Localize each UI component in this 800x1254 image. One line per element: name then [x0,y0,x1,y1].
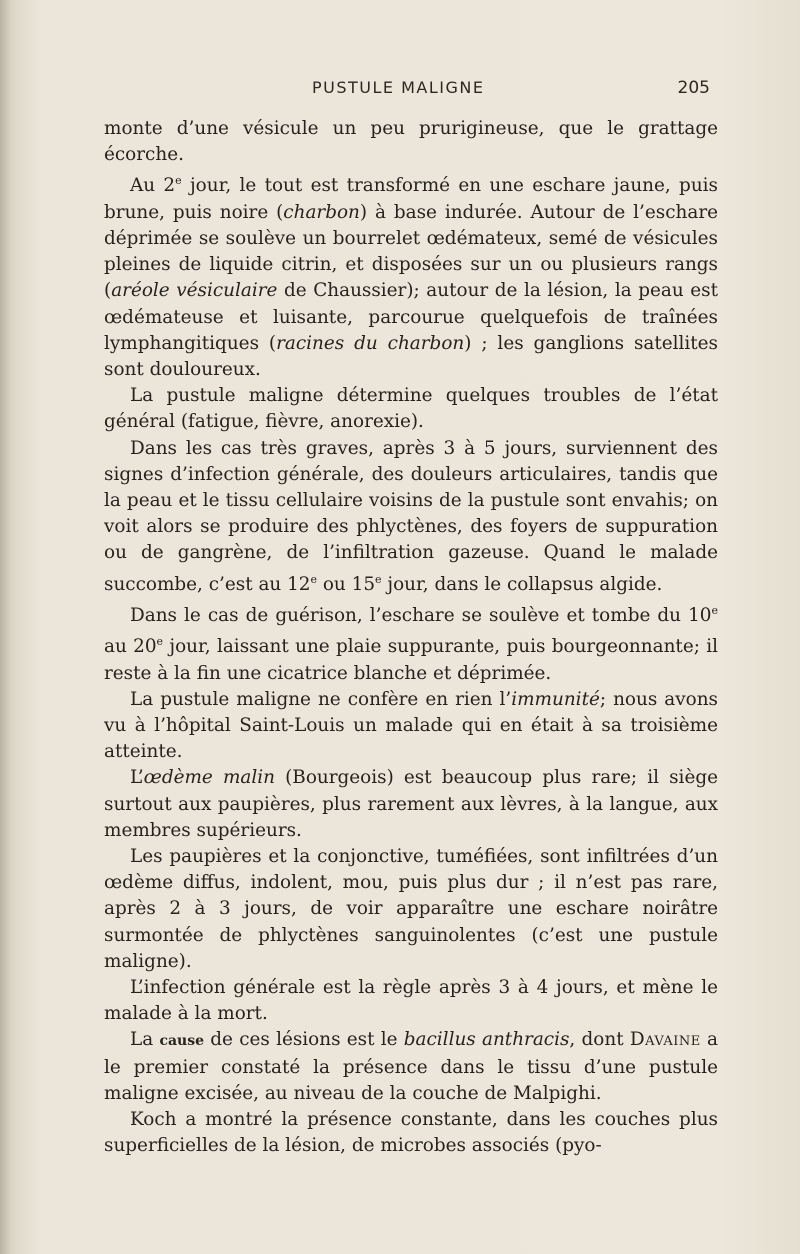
body-text [104,116,718,1159]
paragraph [104,116,718,168]
italic-term: œdème malin [143,767,275,789]
ordinal-superscript: e [310,572,318,586]
text-run: jour, dans le collapsus algide. [381,573,663,595]
paragraph [104,765,718,844]
text-run: ou 15 [317,573,376,595]
paragraph [104,436,718,598]
paragraph [104,1027,718,1107]
text-run: Dans le cas de guérison, l’eschare se soulève et tombe du 10 [130,605,712,627]
text-run: jour, laissant une plaie suppurante, puis bourgeonnante; il reste à la fin une cicatrice blanche et déprimée. [104,636,718,684]
italic-term: racines du charbon [276,332,465,354]
ordinal-superscript: e [711,603,718,617]
italic-term: immunité [511,688,600,710]
paragraph [104,383,718,435]
paragraph [104,975,718,1027]
running-title: PUSTULE MALIGNE [312,78,485,97]
page-header [100,78,710,106]
text-run: Dans les cas très graves, après 3 à 5 jours, surviennent des signes d’infection générale, des douleurs articulaires, tandis que la peau et le tissu cellulaire voisins de la pustule sont envahis; on voit alors se produire des phlyctènes, des foyers de suppuration ou de gangrène, de l’infiltration gazeuse. Quand le malade succombe, c’est au 12 [104,437,718,595]
paragraph [104,598,718,687]
paragraph [104,844,718,975]
italic-term: charbon [283,201,360,223]
text-run: , dont [569,1029,630,1051]
text-run: de Chaussier); autour de la lésion, la peau est œdémateuse et luisante, parcourue quelquefois de traînées lymphangitiques ( [104,280,719,354]
paragraph [104,687,718,766]
text-run: L’ [130,767,144,789]
text-run: Les paupières et la conjonctive, tuméfiées, sont infiltrées d’un œdème diffus, indolent, mou, puis plus dur ; il n’est pas rare, après 2 à 3 jours, de voir apparaître une eschare noirâtre surmontée de phlyctènes sanguinolentes (c’est une pustule maligne). [104,845,718,972]
bold-keyword: cause [159,1033,205,1050]
text-run: jour, le tout est transformé en une eschare jaune, puis brune, puis noire ( [104,175,718,223]
italic-term: bacillus anthracis [403,1029,570,1051]
text-run: La pustule maligne détermine quelques troubles de l’état général (fatigue, fièvre, anorexie). [104,385,718,433]
page-number: 205 [677,78,710,98]
paragraph [104,1107,718,1159]
text-run: ; nous avons vu à l’hôpital Saint-Louis un malade qui en était à sa troisième atteinte. [104,688,718,763]
text-run: ) à base indurée. Autour de l’eschare déprimée se soulève un bourrelet œdémateux, semé de vésicules pleines de liquide citrin, et disposées sur un ou plusieurs rangs ( [104,201,718,302]
text-run: au 20 [104,636,157,658]
text-run: a le premier constaté la présence dans le tissu d’une pustule maligne excisée, au niveau de la couche de Malpighi. [104,1029,718,1104]
text-run: monte d’une vésicule un peu prurigineuse, que le grattage écorche. [104,118,718,166]
paragraph [104,168,718,383]
text-run: La [130,1029,160,1051]
page-gutter-shadow [0,0,10,1254]
text-run: (Bourgeois) est beaucoup plus rare; il siège surtout aux paupières, plus rarement aux lèvres, à la langue, aux membres supérieurs. [104,767,718,841]
text-run: L’infection générale est la règle après 3 à 4 jours, et mène le malade à la mort. [104,977,718,1025]
text-run: ) ; les ganglions satellites sont douloureux. [104,332,718,380]
small-caps-name: Davaine [629,1029,701,1051]
ordinal-superscript: e [375,572,382,586]
text-run: de ces lésions est le [204,1029,404,1051]
text-run: Au 2 [130,175,176,197]
italic-term: aréole vésiculaire [111,280,278,302]
ordinal-superscript: e [156,635,164,649]
ordinal-superscript: e [175,174,182,188]
text-run: La pustule maligne ne confère en rien l’ [130,688,512,710]
text-run: Koch a montré la présence constante, dans les couches plus superficielles de la lésion, de microbes associés (pyo- [104,1109,718,1157]
